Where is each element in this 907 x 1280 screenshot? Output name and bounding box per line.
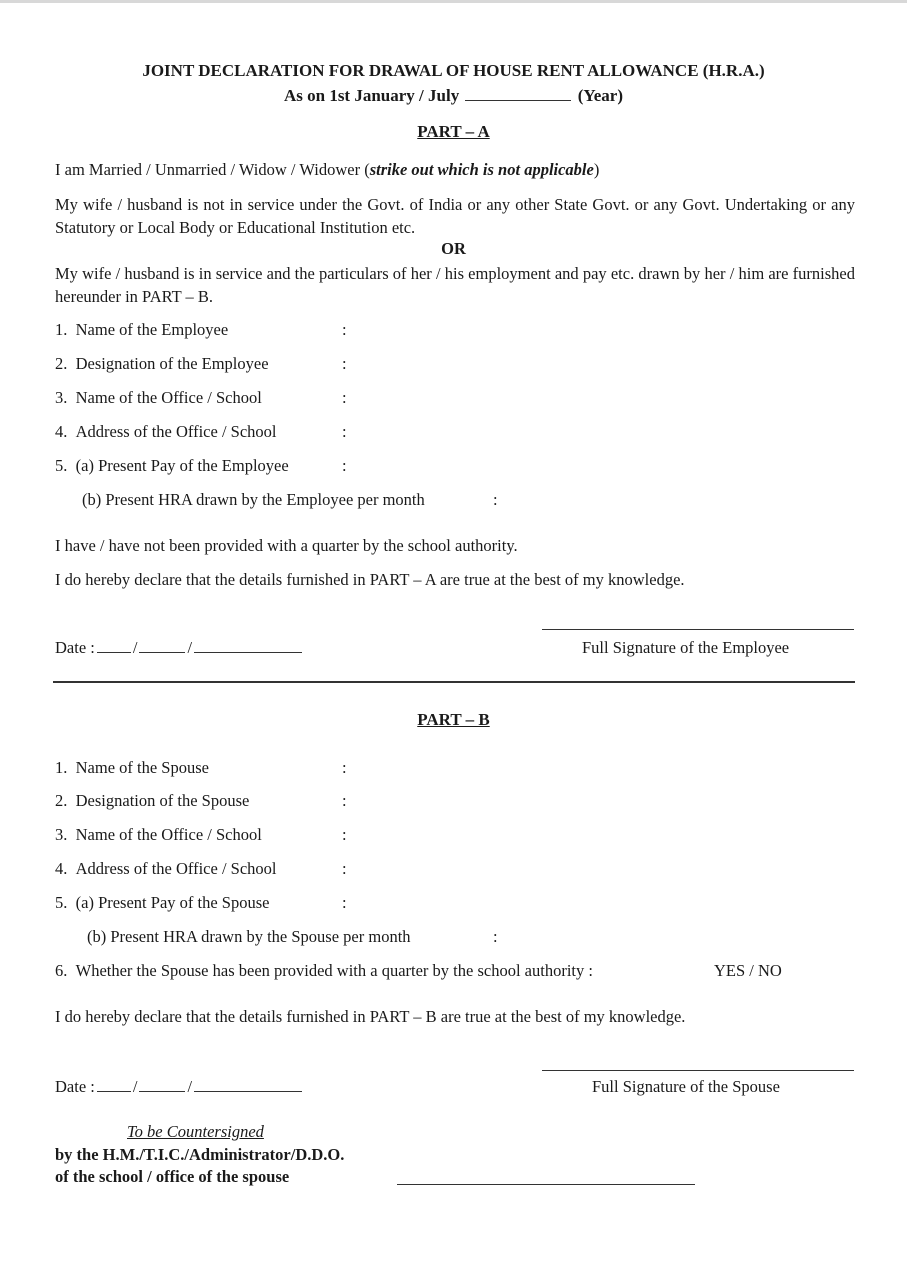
- marital-prefix: I am Married / Unmarried / Widow / Widower (: [55, 160, 370, 179]
- item-number: 4.: [55, 859, 68, 878]
- part-b-item-5b-colon[interactable]: :: [493, 927, 498, 946]
- part-b-item-1: [55, 758, 209, 778]
- or-separator: OR: [441, 239, 466, 258]
- item-label: Name of the Office / School: [75, 388, 262, 407]
- item-label: Designation of the Employee: [75, 354, 269, 373]
- countersign-heading: To be Countersigned: [127, 1122, 264, 1141]
- marital-suffix: ): [593, 160, 600, 179]
- item-number: 5.: [55, 893, 68, 912]
- part-a-item-5b: (b) Present HRA drawn by the Employee per month: [82, 490, 425, 509]
- date-year-blank[interactable]: [194, 651, 302, 653]
- year-blank[interactable]: [465, 99, 571, 101]
- marital-emphasis: strike out which is not applicable: [369, 160, 594, 179]
- part-b-item-3: [55, 825, 262, 845]
- part-b-item-5a-colon[interactable]: :: [342, 893, 347, 912]
- part-a-item-5a-colon[interactable]: :: [342, 456, 347, 475]
- part-b-item-5a: [55, 893, 269, 913]
- form-subtitle: [0, 86, 907, 106]
- date-label: Date :: [55, 638, 95, 657]
- top-border: [0, 0, 907, 3]
- item-label: Name of the Spouse: [75, 758, 209, 777]
- part-b-item-4: [55, 859, 277, 879]
- item-number: 1.: [55, 320, 68, 339]
- part-a-item-5b-colon[interactable]: :: [493, 490, 498, 509]
- quarter-statement: I have / have not been provided with a quarter by the school authority.: [55, 536, 518, 555]
- item-number: 2.: [55, 354, 68, 373]
- spouse-signature-line[interactable]: [542, 1070, 854, 1071]
- part-b-item-1-colon[interactable]: :: [342, 758, 347, 777]
- employee-signature-line[interactable]: [542, 629, 854, 630]
- part-b-declaration: I do hereby declare that the details furnished in PART – B are true at the best of my knowledge.: [55, 1007, 686, 1026]
- not-in-service-paragraph: My wife / husband is not in service under the Govt. of India or any other State Govt. or any Govt. Undertaking or any Statutory or Local Body or Educational Institution etc.: [55, 195, 855, 237]
- countersign-office: of the school / office of the spouse: [55, 1167, 290, 1186]
- item-label: Designation of the Spouse: [75, 791, 250, 810]
- part-b-item-3-colon[interactable]: :: [342, 825, 347, 844]
- part-b-item-5b: (b) Present HRA drawn by the Spouse per month: [87, 927, 411, 946]
- subtitle-suffix: (Year): [577, 86, 624, 105]
- item-number: 5.: [55, 456, 68, 475]
- item-label: Whether the Spouse has been provided with a quarter by the school authority :: [75, 961, 593, 980]
- item-number: 1.: [55, 758, 68, 777]
- part-b-item-4-colon[interactable]: :: [342, 859, 347, 878]
- spouse-signature-label: Full Signature of the Spouse: [592, 1077, 780, 1096]
- part-b-item-2: [55, 791, 249, 811]
- date-separator: /: [187, 638, 193, 657]
- part-a-item-4: [55, 422, 277, 442]
- date-separator: /: [187, 1077, 193, 1096]
- item-label: Name of the Office / School: [75, 825, 262, 844]
- date-day-blank[interactable]: [97, 651, 131, 653]
- date-separator: /: [132, 1077, 138, 1096]
- part-a-item-5a: [55, 456, 289, 476]
- item-label: Name of the Employee: [75, 320, 229, 339]
- employee-signature-label: Full Signature of the Employee: [582, 638, 790, 657]
- part-a-item-2-colon[interactable]: :: [342, 354, 347, 373]
- part-a-declaration: I do hereby declare that the details furnished in PART – A are true at the best of my knowledge.: [55, 570, 685, 589]
- subtitle-prefix: As on 1st January / July: [283, 86, 460, 105]
- part-a-item-1-colon[interactable]: :: [342, 320, 347, 339]
- item-number: 3.: [55, 825, 68, 844]
- part-b-item-2-colon[interactable]: :: [342, 791, 347, 810]
- date-separator: /: [132, 638, 138, 657]
- item-number: 3.: [55, 388, 68, 407]
- part-a-date: [55, 638, 304, 658]
- part-a-item-4-colon[interactable]: :: [342, 422, 347, 441]
- marital-status-line: [55, 160, 599, 180]
- item-number: 4.: [55, 422, 68, 441]
- item-label: Address of the Office / School: [75, 422, 277, 441]
- item-number: 2.: [55, 791, 68, 810]
- date-month-blank[interactable]: [139, 1090, 185, 1092]
- countersign-signature-line[interactable]: [397, 1184, 695, 1185]
- part-a-heading: PART – A: [417, 122, 490, 141]
- part-b-heading: PART – B: [417, 710, 490, 729]
- part-a-item-3-colon[interactable]: :: [342, 388, 347, 407]
- item-label: (a) Present Pay of the Employee: [75, 456, 289, 475]
- form-title: JOINT DECLARATION FOR DRAWAL OF HOUSE RENT ALLOWANCE (H.R.A.): [142, 61, 765, 80]
- part-b-item-6: [55, 961, 593, 981]
- in-service-paragraph: My wife / husband is in service and the particulars of her / his employment and pay etc. drawn by her / him are furnished hereunder in PART – B.: [55, 264, 855, 306]
- date-year-blank[interactable]: [194, 1090, 302, 1092]
- date-day-blank[interactable]: [97, 1090, 131, 1092]
- item-label: (a) Present Pay of the Spouse: [75, 893, 270, 912]
- countersign-authority: by the H.M./T.I.C./Administrator/D.D.O.: [55, 1145, 345, 1164]
- quarter-yes-no-options[interactable]: YES / NO: [714, 961, 782, 980]
- section-divider: [53, 681, 855, 683]
- date-month-blank[interactable]: [139, 651, 185, 653]
- item-number: 6.: [55, 961, 68, 980]
- part-b-date: [55, 1077, 304, 1097]
- part-a-item-3: [55, 388, 262, 408]
- date-label: Date :: [55, 1077, 95, 1096]
- item-label: Address of the Office / School: [75, 859, 277, 878]
- part-a-item-1: [55, 320, 228, 340]
- part-a-item-2: [55, 354, 269, 374]
